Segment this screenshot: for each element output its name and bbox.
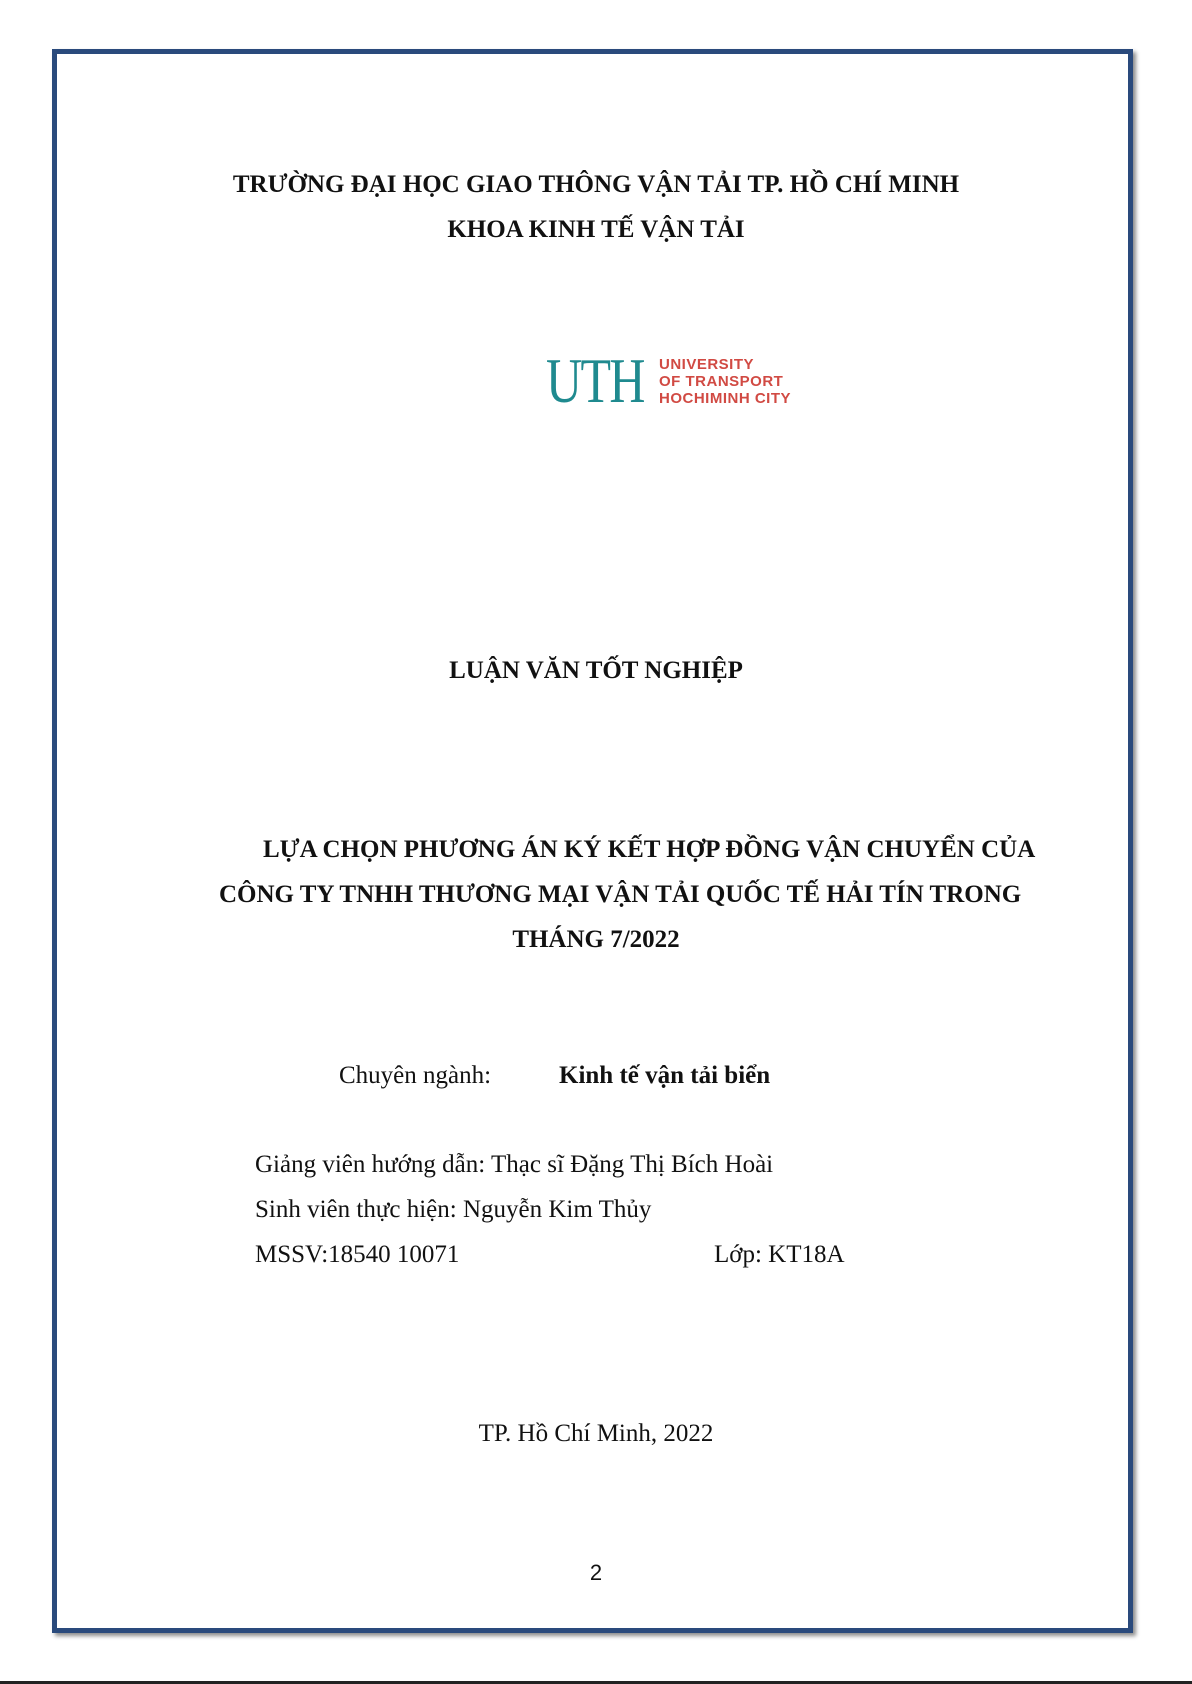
faculty-name: KHOA KINH TẾ VẬN TẢI [447,216,745,243]
major-value: Kinh tế vận tải biển [559,1062,771,1089]
thesis-title-line-1: LỰA CHỌN PHƯƠNG ÁN KÝ KẾT HỢP ĐỒNG VẬN CHUYỂN CỦA [263,836,1036,863]
logo-subtitle [659,356,791,407]
logo-letters: UTH [546,345,644,416]
logo-line-2: OF TRANSPORT [659,373,784,390]
university-name: TRƯỜNG ĐẠI HỌC GIAO THÔNG VẬN TẢI TP. HỒ CHÍ MINH [232,171,960,198]
place-year: TP. Hồ Chí Minh, 2022 [478,1420,714,1447]
page-number: 2 [589,1560,603,1585]
document-type: LUẬN VĂN TỐT NGHIỆP [449,657,743,684]
university-logo [546,345,791,416]
logo-line-1: UNIVERSITY [659,356,755,373]
student-info: Sinh viên thực hiện: Nguyễn Kim Thủy [255,1196,652,1223]
class-info: Lớp: KT18A [714,1241,845,1268]
logo-line-3: HOCHIMINH CITY [659,390,791,407]
thesis-title-line-2: CÔNG TY TNHH THƯƠNG MẠI VẬN TẢI QUỐC TẾ HẢI TÍN TRONG [219,881,1022,908]
major-label: Chuyên ngành: [339,1062,492,1089]
advisor-info: Giảng viên hướng dẫn: Thạc sĩ Đặng Thị Bích Hoài [255,1151,774,1178]
student-id: MSSV:18540 10071 [255,1241,460,1268]
thesis-title-line-3: THÁNG 7/2022 [512,926,680,953]
